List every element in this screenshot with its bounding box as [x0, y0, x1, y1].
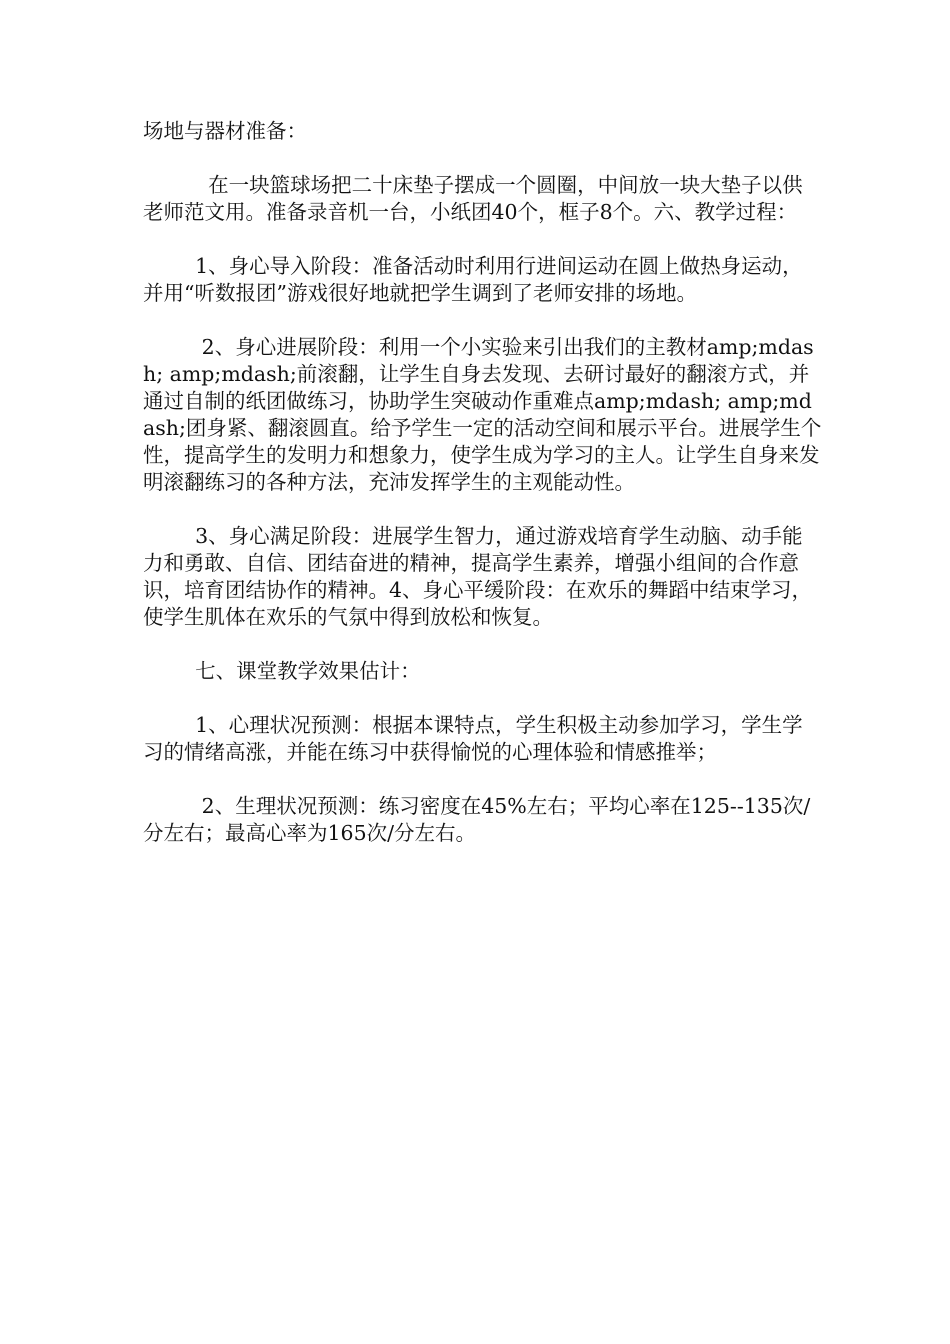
- document-body: [143, 118, 823, 874]
- paragraph-psychological-forecast: 1、心理状况预测：根据本课特点，学生积极主动参加学习，学生学习的情绪高涨，并能在练习中获得愉悦的心理体验和情感推举；: [143, 713, 803, 764]
- paragraph-stage-satisfaction: 3、身心满足阶段：进展学生智力，通过游戏培育学生动脑、动手能力和勇敢、自信、团结奋进的精神，提高学生素养，增强小组间的合作意识，培育团结协作的精神。4、身心平缓阶段：在欢乐的舞蹈中结束学习，使学生肌体在欢乐的气氛中得到放松和恢复。: [143, 524, 813, 629]
- paragraph-section-seven: 七、课堂教学效果估计：: [143, 659, 421, 683]
- paragraph-physiological-forecast: 2、生理状况预测：练习密度在45%左右；平均心率在125--135次/分左右；最高心率为165次/分左右。: [143, 794, 811, 845]
- paragraph-stage-intro: 1、身心导入阶段：准备活动时利用行进间运动在圆上做热身运动，并用“听数报团”游戏很好地就把学生调到了老师安排的场地。: [143, 254, 803, 305]
- section-heading: 场地与器材准备：: [143, 119, 307, 143]
- paragraph-stage-development: 2、身心进展阶段：利用一个小实验来引出我们的主教材amp;mdash; amp;mdash;前滚翻，让学生自身去发现、去研讨最好的翻滚方式，并通过自制的纸团做练习，协助学生突破动作重难点amp;mdash; amp;mdash;团身紧、翻滚圆直。给予学生一定的活动空间和展示平台。进展学生个性，提高学生的发明力和想象力，使学生成为学习的主人。让学生自身来发明滚翻练习的各种方法，充沛发挥学生的主观能动性。: [143, 335, 822, 494]
- paragraph-venue-prep: 在一块篮球场把二十床垫子摆成一个圆圈，中间放一块大垫子以供老师范文用。准备录音机一台，小纸团40个，框子8个。六、教学过程：: [143, 173, 803, 224]
